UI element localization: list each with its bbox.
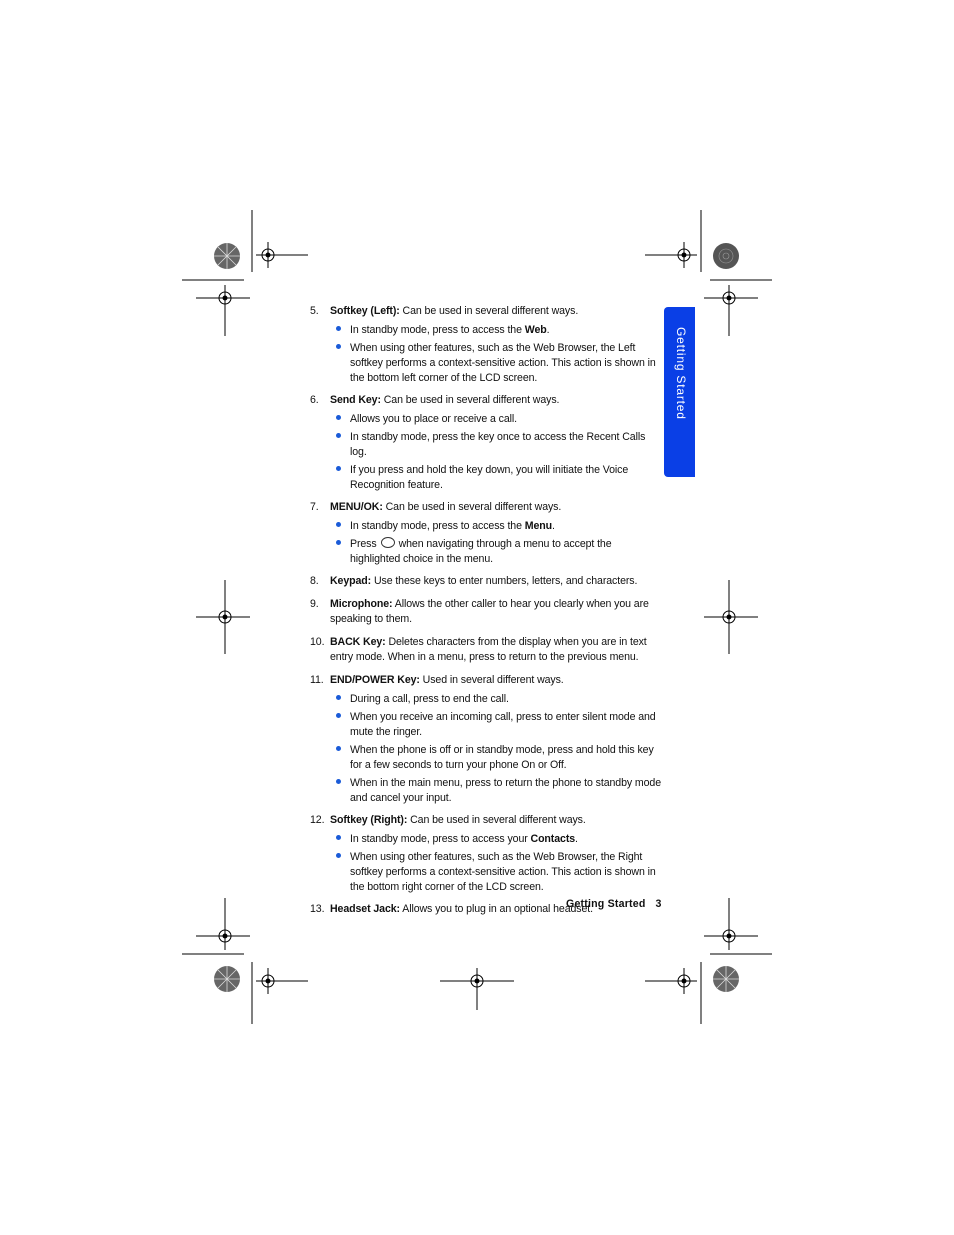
list-item <box>310 393 662 493</box>
item-number: 6. <box>310 394 319 406</box>
bullet-text: When using other features, such as the Web Browser, the Right softkey performs a context-sensitive action. This action is shown in the bottom right corner of the LCD screen. <box>350 851 656 893</box>
list-item <box>310 813 662 895</box>
item-number: 5. <box>310 305 319 317</box>
item-number: 11. <box>310 674 324 686</box>
bullet-text-end: . <box>575 833 578 845</box>
item-lead <box>330 597 662 627</box>
footer-section: Getting Started <box>566 898 646 910</box>
item-title: Keypad: <box>330 575 372 587</box>
item-lead <box>330 673 662 688</box>
bullet-icon <box>336 695 341 700</box>
bullet-text: When using other features, such as the Web Browser, the Left softkey performs a context-sensitive action. This action is shown in the bottom left corner of the LCD screen. <box>350 342 656 384</box>
item-lead <box>330 393 662 408</box>
bullet-item <box>330 519 662 534</box>
list-item <box>310 574 662 589</box>
side-tab-label: Getting Started <box>674 327 688 420</box>
bullet-text: Allows you to place or receive a call. <box>350 413 517 425</box>
item-text: Can be used in several different ways. <box>399 305 579 317</box>
bullet-emphasis: Contacts <box>530 833 576 845</box>
item-text: Allows you to plug in an optional headset. <box>399 903 593 915</box>
item-title: Softkey (Right): <box>330 814 408 826</box>
item-lead <box>330 304 662 319</box>
section-side-tab <box>664 307 695 477</box>
page-number: 3 <box>655 898 662 910</box>
bullet-list <box>330 323 662 386</box>
item-title: Microphone: <box>330 598 393 610</box>
bullet-item <box>330 776 662 806</box>
bullet-icon <box>336 746 341 751</box>
ok-key-icon <box>381 537 395 548</box>
bullet-item <box>330 832 662 847</box>
bullet-item <box>330 692 662 707</box>
bullet-text: In standby mode, press the key once to access the Recent Calls log. <box>350 431 646 458</box>
item-lead <box>330 813 662 828</box>
item-title: MENU/OK: <box>330 501 383 513</box>
item-number: 9. <box>310 598 319 610</box>
bullet-emphasis: Menu <box>524 520 552 532</box>
item-title: Headset Jack: <box>330 903 400 915</box>
bullet-text-end: when navigating through a menu to accept the highlighted choice in the menu. <box>350 538 612 565</box>
bullet-text-end: . <box>552 520 555 532</box>
bullet-icon <box>336 415 341 420</box>
item-text: Can be used in several different ways. <box>380 394 560 406</box>
bullet-text: If you press and hold the key down, you will initiate the Voice Recognition feature. <box>350 464 629 491</box>
key-descriptions <box>310 304 662 925</box>
item-title: END/POWER Key: <box>330 674 420 686</box>
item-text: Can be used in several different ways. <box>382 501 562 513</box>
bullet-icon <box>336 835 341 840</box>
bullet-icon <box>336 522 341 527</box>
bullet-text: When the phone is off or in standby mode, press and hold this key for a few seconds to turn your phone On or Off. <box>350 744 654 771</box>
item-spacer <box>310 921 662 925</box>
bullet-item <box>330 743 662 773</box>
bullet-item <box>330 430 662 460</box>
item-number: 13. <box>310 903 325 915</box>
item-title: Softkey (Left): <box>330 305 400 317</box>
bullet-list <box>330 692 662 806</box>
list-item <box>310 304 662 386</box>
bullet-item <box>330 412 662 427</box>
bullet-text: When you receive an incoming call, press to enter silent mode and mute the ringer. <box>350 711 656 738</box>
item-lead <box>330 574 662 589</box>
bullet-emphasis: Web <box>524 324 547 336</box>
bullet-text: In standby mode, press to access your <box>350 833 531 845</box>
item-number: 10. <box>310 636 325 648</box>
bullet-icon <box>336 713 341 718</box>
bullet-item <box>330 710 662 740</box>
list-item <box>310 635 662 665</box>
item-text: Used in several different ways. <box>419 674 564 686</box>
bullet-item <box>330 323 662 338</box>
item-text: Allows the other caller to hear you clearly when you are speaking to them. <box>330 598 649 625</box>
item-number: 12. <box>310 814 325 826</box>
bullet-list <box>330 519 662 567</box>
bullet-text: When in the main menu, press to return the phone to standby mode and cancel your input. <box>350 777 662 804</box>
page-footer <box>566 898 662 910</box>
list-item <box>310 673 662 806</box>
bullet-icon <box>336 326 341 331</box>
bullet-item <box>330 463 662 493</box>
bullet-item <box>330 341 662 386</box>
bullet-list <box>330 412 662 493</box>
bullet-icon <box>336 779 341 784</box>
item-number: 7. <box>310 501 319 513</box>
bullet-list <box>330 832 662 895</box>
bullet-icon <box>336 540 341 545</box>
item-text: Use these keys to enter numbers, letters, and characters. <box>371 575 638 587</box>
item-lead <box>330 635 662 665</box>
bullet-text: In standby mode, press to access the <box>350 520 525 532</box>
item-title: Send Key: <box>330 394 381 406</box>
list-item <box>310 500 662 567</box>
bullet-icon <box>336 466 341 471</box>
bullet-text: In standby mode, press to access the <box>350 324 525 336</box>
item-text: Deletes characters from the display when you are in text entry mode. When in a menu, press to return to the previous menu. <box>330 636 647 663</box>
bullet-icon <box>336 433 341 438</box>
item-title: BACK Key: <box>330 636 386 648</box>
bullet-text: Press <box>350 538 377 550</box>
list-item <box>310 597 662 627</box>
bullet-text: During a call, press to end the call. <box>350 693 509 705</box>
bullet-item <box>330 850 662 895</box>
item-text: Can be used in several different ways. <box>407 814 586 826</box>
bullet-icon <box>336 344 341 349</box>
bullet-icon <box>336 853 341 858</box>
bullet-item <box>330 537 662 567</box>
item-lead <box>330 500 662 515</box>
bullet-text-end: . <box>546 324 550 336</box>
item-number: 8. <box>310 575 319 587</box>
